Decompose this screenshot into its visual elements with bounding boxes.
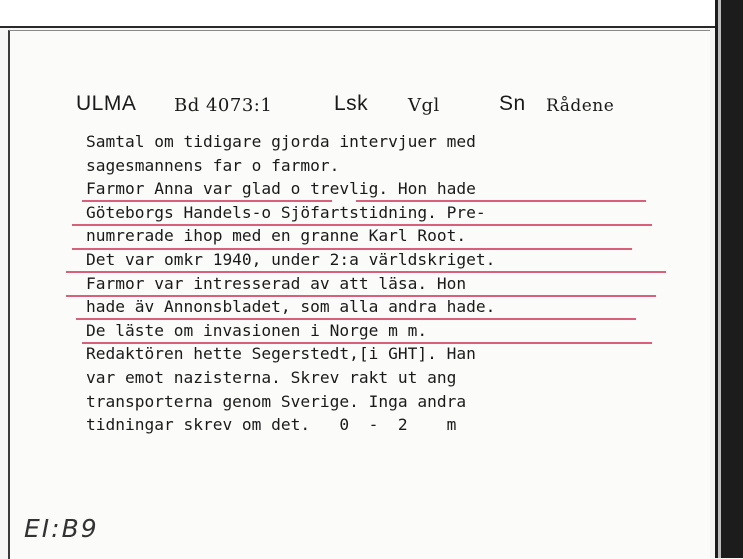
parish-label: Sn bbox=[499, 92, 526, 115]
text-line: Farmor var intresserad av att läsa. Hon bbox=[86, 273, 467, 293]
text-line: var emot nazisterna. Skrev rakt ut ang bbox=[86, 367, 457, 387]
text-line: Samtal om tidigare gjorda intervjuer med bbox=[86, 132, 476, 151]
underline-mark bbox=[72, 224, 652, 226]
text-line: De läste om invasionen i Norge m m. bbox=[86, 320, 428, 340]
text-line: numrerade ihop med en granne Karl Root. bbox=[86, 226, 467, 246]
text-line: sagesmannens far o farmor. bbox=[86, 155, 340, 175]
text-line: tidningar skrev om det. 0 - 2 m bbox=[86, 415, 457, 435]
text-line: hade äv Annonsbladet, som alla andra hade. bbox=[86, 297, 496, 317]
county-value: Vgl bbox=[408, 95, 440, 116]
text-line: Göteborgs Handels-o Sjöfartstidning. Pre- bbox=[86, 202, 486, 222]
text-line: Redaktören hette Segerstedt,[i GHT]. Han bbox=[86, 344, 476, 364]
catalog-code: EI:B9 bbox=[24, 514, 99, 543]
underline-mark bbox=[66, 295, 656, 297]
underline-mark bbox=[72, 248, 632, 250]
volume-number: Bd 4073:1 bbox=[174, 95, 273, 116]
underline-mark bbox=[76, 318, 636, 320]
scan-top-margin bbox=[0, 0, 743, 28]
archive-label: ULMA bbox=[76, 92, 137, 115]
county-label: Lsk bbox=[334, 92, 369, 115]
underline-mark bbox=[82, 342, 652, 344]
underline-mark bbox=[82, 200, 332, 202]
parish-value: Rådene bbox=[546, 96, 615, 116]
underline-mark bbox=[66, 271, 666, 273]
scan-right-edge bbox=[718, 0, 721, 558]
underline-mark bbox=[356, 200, 646, 202]
text-line: transporterna genom Sverige. Inga andra bbox=[86, 391, 467, 411]
text-line: Farmor Anna var glad o trevlig. Hon hade bbox=[86, 179, 476, 199]
text-line: Det var omkr 1940, under 2:a världskriget. bbox=[86, 249, 496, 269]
card-body bbox=[86, 130, 666, 437]
